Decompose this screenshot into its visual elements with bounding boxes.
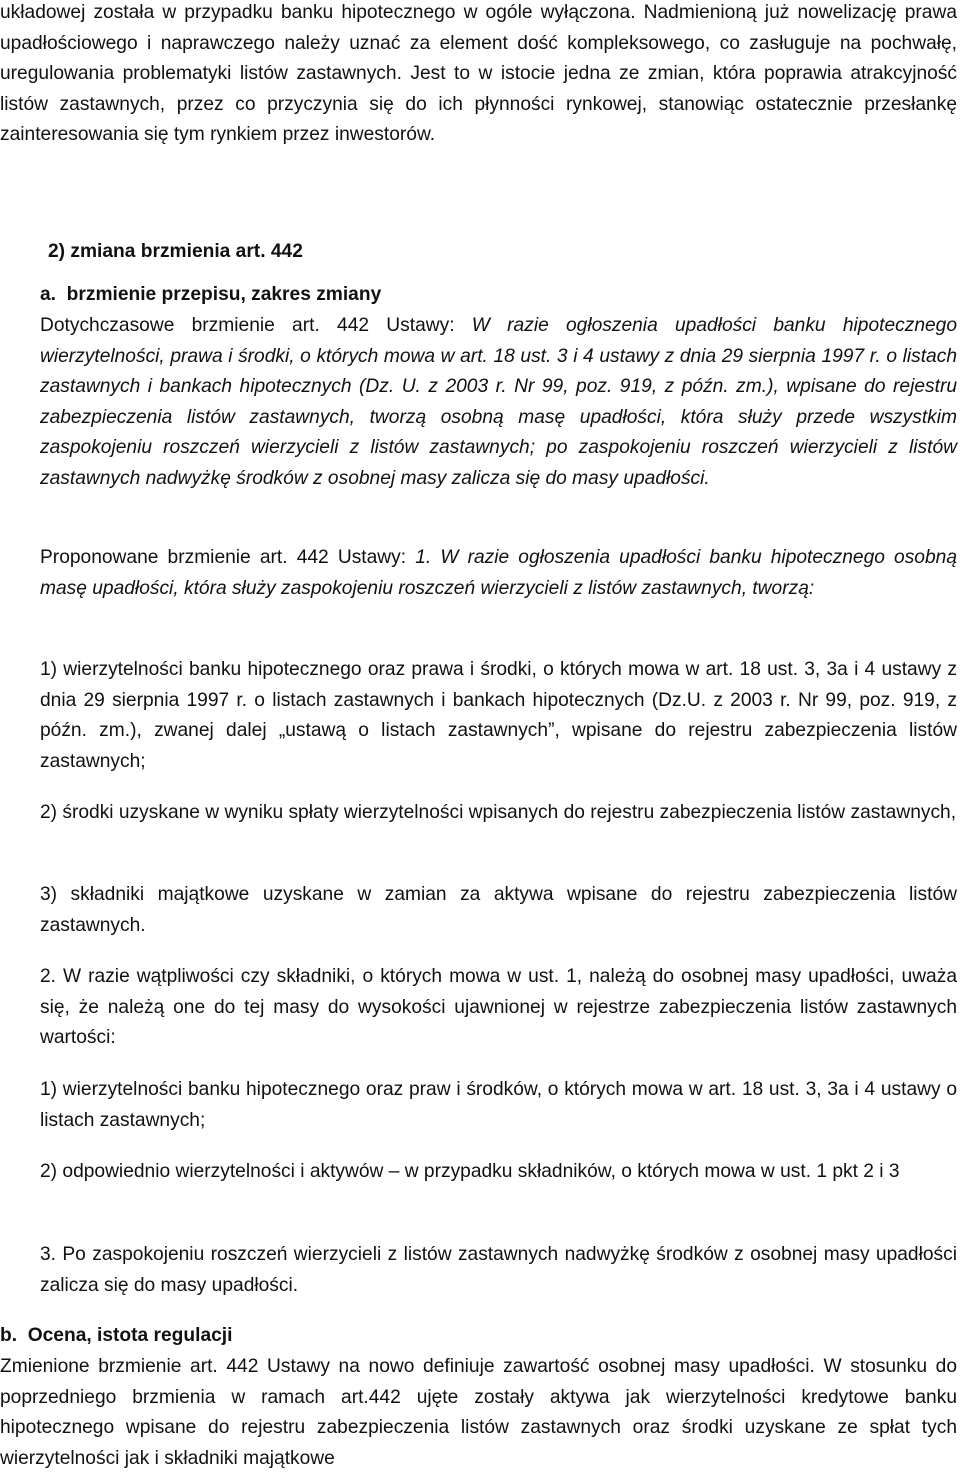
current-wording-paragraph [40,311,957,494]
section-2-heading: 2) zmiana brzmienia art. 442 [48,241,303,262]
proposed-wording-paragraph [40,543,957,604]
proposed-point-2-item-1: 1) wierzytelności banku hipotecznego oraz praw i środków, o których mowa w art. 18 ust. 3, 3a i 4 ustawy o listach zastawnych; [40,1079,957,1131]
current-wording-intro: Dotychczasowe brzmienie art. 442 Ustawy: [40,315,472,336]
intro-paragraph: układowej została w przypadku banku hipotecznego w ogóle wyłączona. Nadmienioną już nowelizację prawa upadłościowego i naprawczego należy uznać za element dość kompleksowego, co zasługuje na pochwałę, uregulowania problematyki listów zastawnych. Jest to w istocie jedna ze zmian, która poprawia atrakcyjność listów zastawnych, przez co przyczynia się do ich płynności rynkowej, stanowiąc ostatecznie przesłankę zainteresowania się tym rynkiem przez inwestorów. [0,2,957,145]
subsection-b-heading: b. Ocena, istota regulacji [0,1325,233,1346]
proposed-wording-point-1: 1. W razie ogłoszenia upadłości banku hipotecznego osobną masę upadłości, która służy zaspokojeniu roszczeń wierzycieli z listów zastawnych, tworzą: [40,547,957,599]
proposed-wording-intro: Proponowane brzmienie art. 442 Ustawy: [40,547,416,568]
proposed-point-2: 2. W razie wątpliwości czy składniki, o których mowa w ust. 1, należą do osobnej masy upadłości, uważa się, że należą one do tej masy do wysokości ujawnionej w rejestrze zabezpieczenia listów zastawnych wartości: [40,966,957,1048]
proposed-point-3: 3. Po zaspokojeniu roszczeń wierzycieli z listów zastawnych nadwyżkę środków z osobnej masy upadłości zalicza się do masy upadłości. [40,1244,957,1296]
subsection-a-heading: a. brzmienie przepisu, zakres zmiany [40,284,382,305]
proposed-point-1-item-1: 1) wierzytelności banku hipotecznego oraz prawa i środki, o których mowa w art. 18 ust. 3, 3a i 4 ustawy z dnia 29 sierpnia 1997 r. o listach zastawnych i bankach hipotecznych (Dz.U. z 2003 r. Nr 99, poz. 919, z późn. zm.), zwanej dalej „ustawą o listach zastawnych”, wpisane do rejestru zabezpieczenia listów zastawnych; [40,659,957,772]
current-wording-body: W razie ogłoszenia upadłości banku hipotecznego wierzytelności, prawa i środki, o których mowa w art. 18 ust. 3 i 4 ustawy z dnia 29 sierpnia 1997 r. o listach zastawnych i bankach hipotecznych (Dz. U. z 2003 r. Nr 99, poz. 919, z późn. zm.), wpisane do rejestru zabezpieczenia listów zastawnych, tworzą osobną masę upadłości, która służy przede wszystkim zaspokojeniu roszczeń wierzycieli z listów zastawnych; po zaspokojeniu roszczeń wierzycieli z listów zastawnych nadwyżkę środków z osobnej masy zalicza się do masy upadłości. [40,315,958,489]
assessment-paragraph: Zmienione brzmienie art. 442 Ustawy na nowo definiuje zawartość osobnej masy upadłości. W stosunku do poprzedniego brzmienia w ramach art.442 ujęte zostały aktywa jak wierzytelności kredytowe banku hipotecznego wpisane do rejestru zabezpieczenia listów zastawnych oraz środki uzyskane ze spłat tych wierzytelności jak i składniki majątkowe [0,1356,957,1469]
proposed-point-1-item-2: 2) środki uzyskane w wyniku spłaty wierzytelności wpisanych do rejestru zabezpieczenia listów zastawnych, [40,802,957,823]
proposed-point-1-item-3: 3) składniki majątkowe uzyskane w zamian za aktywa wpisane do rejestru zabezpieczenia listów zastawnych. [40,884,957,936]
proposed-point-2-item-2: 2) odpowiednio wierzytelności i aktywów – w przypadku składników, o których mowa w ust. 1 pkt 2 i 3 [40,1161,900,1182]
